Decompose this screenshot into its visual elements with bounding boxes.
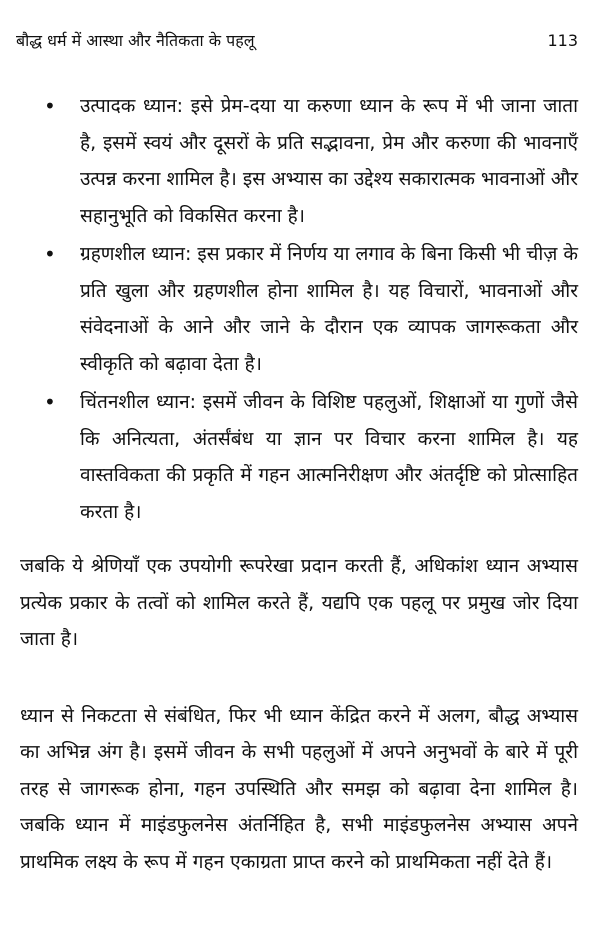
bullet-dot-icon: • bbox=[44, 242, 56, 266]
bullet-dot-icon: • bbox=[44, 94, 56, 118]
bullet-item bbox=[20, 88, 578, 234]
bullet-item bbox=[20, 236, 578, 382]
bullet-list bbox=[20, 88, 578, 530]
bullet-dot-icon: • bbox=[44, 390, 56, 414]
body-paragraph: जबकि ये श्रेणियाँ एक उपयोगी रूपरेखा प्रदान करती हैं, अधिकांश ध्यान अभ्यास प्रत्येक प्रकार के तत्वों को शामिल करते हैं, यद्यपि एक पहलू पर प्रमुख जोर दिया जाता है। bbox=[20, 555, 578, 650]
running-title: बौद्ध धर्म में आस्था और नैतिकता के पहलू bbox=[16, 31, 255, 50]
bullet-text: चिंतनशील ध्यान: इसमें जीवन के विशिष्ट पहलुओं, शिक्षाओं या गुणों जैसे कि अनित्यता, अंतर्संबंध या ज्ञान पर विचार करना शामिल है। यह वास्तविकता की प्रकृति में गहन आत्मनिरीक्षण और अंतर्दृष्टि को प्रोत्साहित करता है। bbox=[80, 391, 578, 523]
bullet-text: उत्पादक ध्यान: इसे प्रेम-दया या करुणा ध्यान के रूप में भी जाना जाता है, इसमें स्वयं और दूसरों के प्रति सद्भावना, प्रेम और करुणा की भावनाएँ उत्पन्न करना शामिल है। इस अभ्यास का उद्देश्य सकारात्मक भावनाओं और सहानुभूति को विकसित करना है। bbox=[80, 95, 578, 227]
running-head bbox=[16, 30, 578, 52]
body-paragraph: ध्यान से निकटता से संबंधित, फिर भी ध्यान केंद्रित करने में अलग, बौद्ध अभ्यास का अभिन्न अंग है। इसमें जीवन के सभी पहलुओं में अपने अनुभवों के बारे में पूरी तरह से जागरूक होना, गहन उपस्थिति और समझ को बढ़ावा देना शामिल है। जबकि ध्यान में माइंडफुलनेस अंतर्निहित है, सभी माइंडफुलनेस अभ्यास अपने प्राथमिक लक्ष्य के रूप में गहन एकाग्रता प्राप्त करने को प्राथमिकता नहीं देते हैं। bbox=[20, 704, 578, 873]
page-body bbox=[20, 88, 578, 880]
bullet-text: ग्रहणशील ध्यान: इस प्रकार में निर्णय या लगाव के बिना किसी भी चीज़ के प्रति खुला और ग्रहणशील होना शामिल है। यह विचारों, भावनाओं और संवेदनाओं के आने और जाने के दौरान एक व्यापक जागरूकता और स्वीकृति को बढ़ावा देता है। bbox=[80, 243, 578, 375]
bullet-item bbox=[20, 384, 578, 530]
page-number: 113 bbox=[547, 31, 578, 50]
